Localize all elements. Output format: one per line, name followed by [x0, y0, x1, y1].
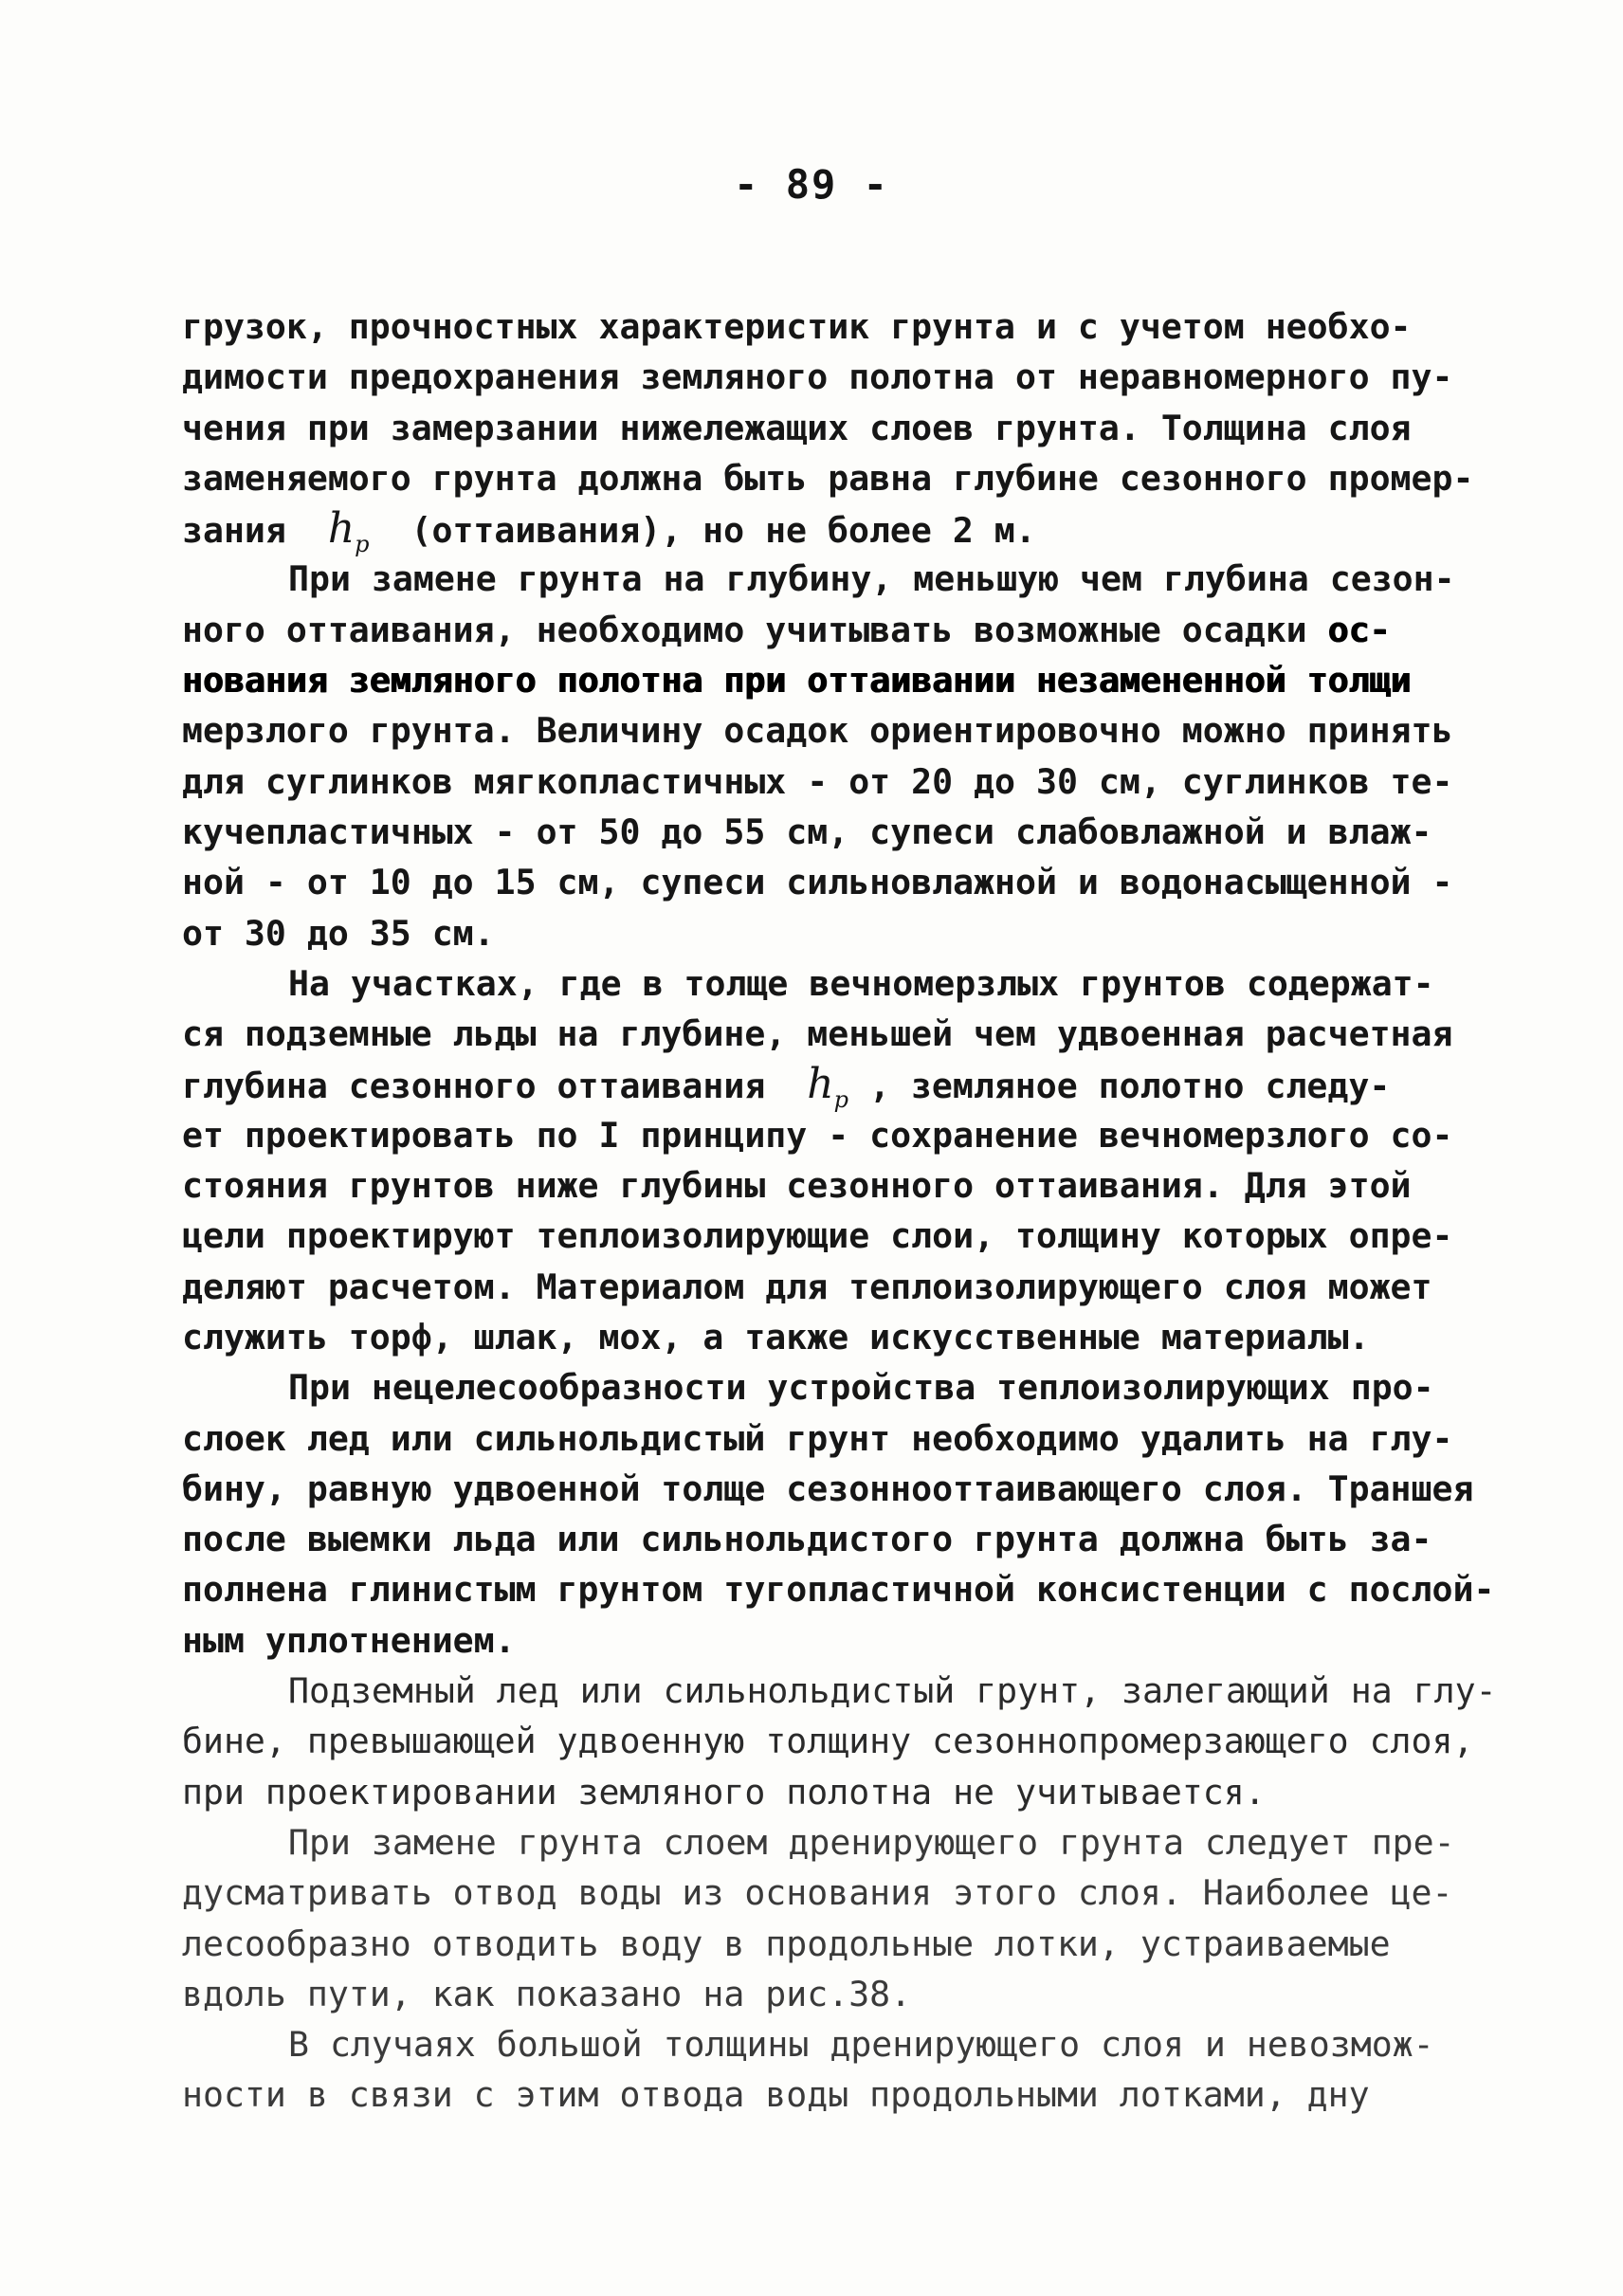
text-line: ным уплотнением. — [182, 1619, 516, 1661]
text-line-bold: нования земляного полотна при оттаивании незамененной толщи — [182, 660, 1412, 702]
paragraph-start-line: При замене грунта слоем дренирующего грунта следует пре- — [288, 1821, 1455, 1863]
paragraph-start-line: При замене грунта на глубину, меньшую чем глубина сезон- — [288, 558, 1455, 600]
paragraph-start-line: На участках, где в толще вечномерзлых грунтов содержат- — [288, 962, 1434, 1004]
text-line: кучепластичных - от 50 до 55 см, супеси слабовлажной и влаж- — [182, 811, 1432, 852]
text-line: бину, равную удвоенной толще сезоннооттаивающего слоя. Траншея — [182, 1467, 1474, 1509]
text-fragment-bold: ос- — [1327, 609, 1391, 650]
page-number: - 89 - — [734, 161, 889, 208]
text-line: от 30 до 35 см. — [182, 912, 495, 954]
text-line: при проектировании земляного полотна не учитывается. — [182, 1771, 1266, 1813]
text-line: после выемки льда или сильнольдистого грунта должна быть за- — [182, 1519, 1432, 1560]
text-line: ной - от 10 до 15 см, супеси сильновлажной и водонасыщенной - — [182, 862, 1453, 903]
text-line: для суглинков мягкопластичных - от 20 до 30 см, суглинков те- — [182, 760, 1453, 802]
text-line-with-symbol — [182, 503, 1500, 558]
text-line: грузок, прочностных характеристик грунта и с учетом необхо- — [182, 306, 1412, 347]
text-line: полнена глинистым грунтом тугопластичной консистенции с послой- — [182, 1569, 1495, 1611]
text-line: служить торф, шлак, мох, а также искусственные материалы. — [182, 1316, 1370, 1358]
text-line: заменяемого грунта должна быть равна глубине сезонного промер- — [182, 457, 1474, 499]
symbol-h: h — [327, 504, 356, 554]
symbol-subscript: p — [355, 531, 370, 558]
text-fragment: ного оттаивания, необходимо учитывать возможные осадки — [182, 609, 1328, 650]
text-line: лесообразно отводить воду в продольные лотки, устраиваемые — [182, 1922, 1391, 1964]
text-line: слоек лед или сильнольдистый грунт необходимо удалить на глу- — [182, 1417, 1453, 1459]
text-line: мерзлого грунта. Величину осадок ориентировочно можно принять — [182, 710, 1453, 752]
text-line: ся подземные льды на глубине, меньшей чем удвоенная расчетная — [182, 1013, 1453, 1055]
symbol-subscript: p — [833, 1086, 848, 1114]
text-line: чения при замерзании нижележащих слоев грунта. Толщина слоя — [182, 407, 1412, 448]
text-line: стояния грунтов ниже глубины сезонного оттаивания. Для этой — [182, 1165, 1412, 1207]
text-line: ет проектировать по I принципу - сохранение вечномерзлого со- — [182, 1114, 1453, 1156]
text-fragment: зания — [182, 510, 328, 552]
text-fragment: (оттаивания), но не более 2 м. — [369, 510, 1036, 552]
body-text — [182, 301, 1500, 2121]
text-line: ности в связи с этим отвода воды продольными лотками, дну — [182, 2074, 1370, 2116]
paragraph-start-line: Подземный лед или сильнольдистый грунт, залегающий на глу- — [288, 1670, 1497, 1712]
text-line — [182, 605, 1500, 655]
text-line: цели проектируют теплоизолирующие слои, толщину которых опре- — [182, 1215, 1453, 1257]
text-line: дусматривать отвод воды из основания этого слоя. Наиболее це- — [182, 1872, 1453, 1914]
text-fragment: глубина сезонного оттаивания — [182, 1066, 808, 1107]
text-fragment: , земляное полотно следу- — [848, 1066, 1391, 1107]
text-line: деляют расчетом. Материалом для теплоизолирующего слоя может — [182, 1266, 1432, 1307]
text-line: бине, превышающей удвоенную толщину сезоннопромерзающего слоя, — [182, 1721, 1474, 1762]
paragraph-start-line: В случаях большой толщины дренирующего слоя и невозмож- — [288, 2024, 1434, 2066]
text-line-with-symbol — [182, 1059, 1500, 1114]
text-line: димости предохранения земляного полотна от неравномерного пу- — [182, 356, 1453, 398]
paragraph-start-line: При нецелесообразности устройства теплоизолирующих про- — [288, 1367, 1434, 1409]
symbol-h: h — [807, 1060, 834, 1109]
text-line: вдоль пути, как показано на рис.38. — [182, 1973, 912, 2014]
